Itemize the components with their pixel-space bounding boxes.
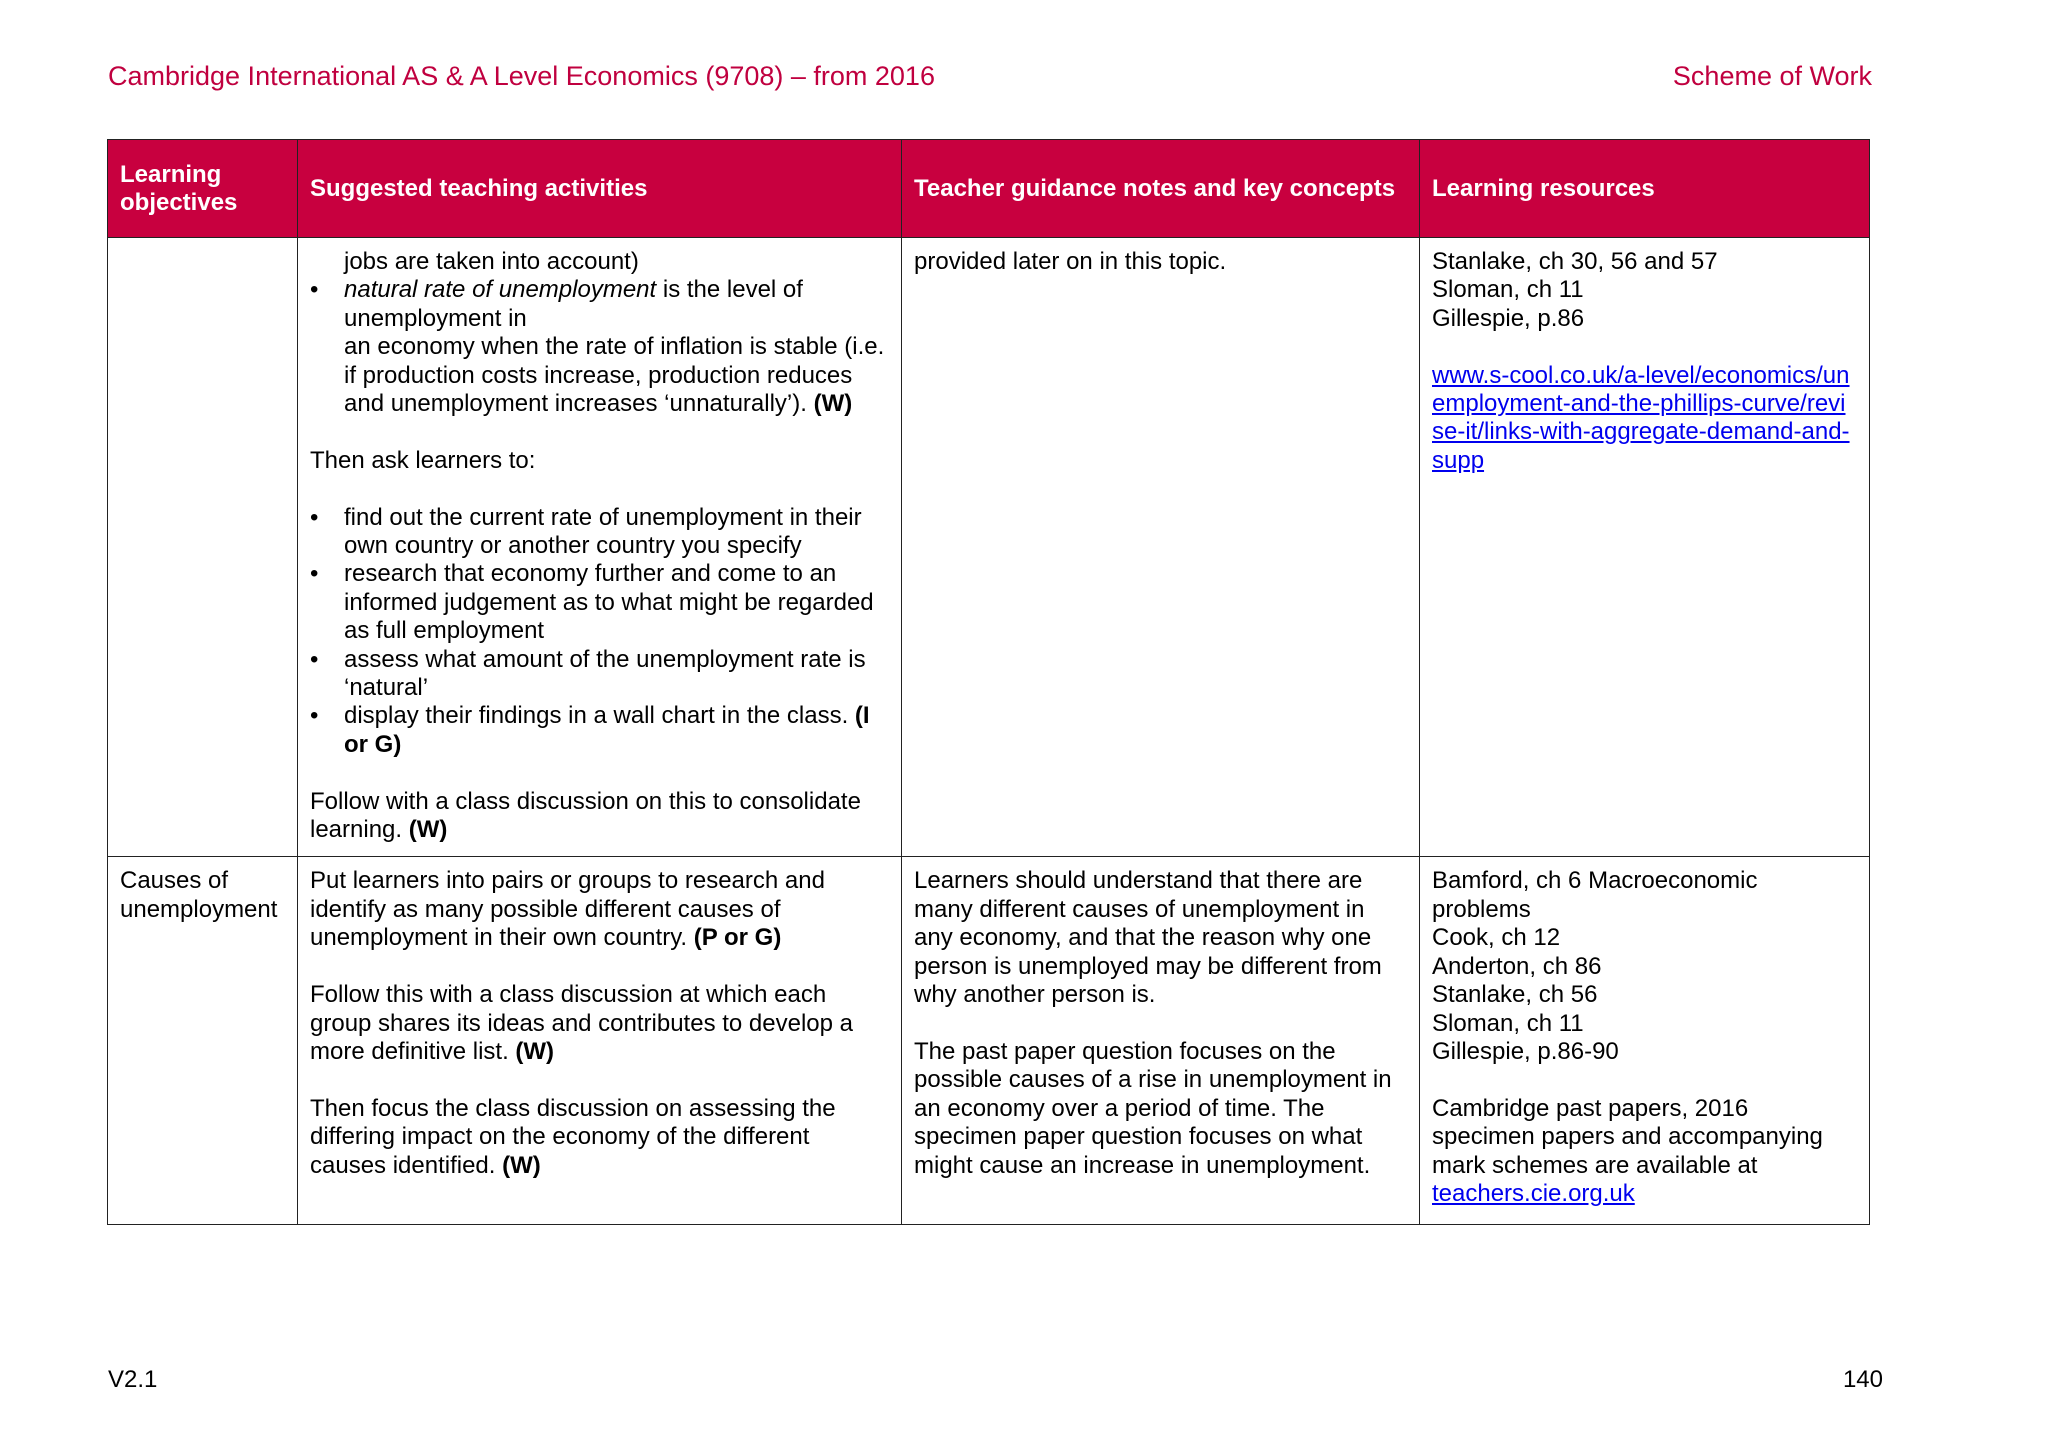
page-number: 140 xyxy=(1842,1366,1883,1393)
table-row xyxy=(108,857,1870,1225)
activity-paragraph xyxy=(310,981,889,1066)
task-list xyxy=(310,504,889,760)
document-subtitle: Scheme of Work xyxy=(1672,61,1872,91)
list-item-text: research that economy further and come to an informed judgement as to what might be regarded as full employment xyxy=(344,560,874,645)
version-label: V2.1 xyxy=(108,1366,158,1393)
table-header-row xyxy=(108,140,1870,238)
list-item xyxy=(310,646,889,703)
activity-paragraph xyxy=(310,867,889,952)
paragraph-text: Put learners into pairs or groups to research and identify as many possible different causes of unemployment in their own country. xyxy=(310,867,825,952)
activities-cell xyxy=(298,857,902,1225)
teachers-cie-link[interactable]: teachers.cie.org.uk xyxy=(1432,1179,1635,1207)
activity-tag: (W) xyxy=(502,1151,541,1179)
resource-line: Sloman, ch 11 xyxy=(1432,276,1584,304)
activities-cell xyxy=(298,238,902,857)
activity-paragraph xyxy=(310,1095,889,1180)
continued-text: jobs are taken into account) xyxy=(344,248,639,275)
header-teaching-activities: Suggested teaching activities xyxy=(298,140,902,238)
resource-line: Sloman, ch 11 xyxy=(1432,1009,1584,1037)
activity-tag: (W) xyxy=(515,1037,555,1065)
list-item-text: is the level of unemployment in xyxy=(344,276,803,332)
list-item xyxy=(310,248,889,276)
resource-line: Stanlake, ch 30, 56 and 57 xyxy=(1432,248,1718,275)
header-learning-objectives: Learning objectives xyxy=(108,140,298,238)
list-item-text: assess what amount of the unemployment rate is ‘natural’ xyxy=(344,645,866,702)
resource-line: Stanlake, ch 56 xyxy=(1432,981,1598,1009)
paragraph-text: Follow this with a class discussion at which each group shares its ideas and contributes to develop a more definitive list. xyxy=(310,981,854,1065)
instruction-text: Then ask learners to: xyxy=(310,446,536,474)
header-guidance-notes: Teacher guidance notes and key concepts xyxy=(902,140,1420,238)
paragraph-text: Then focus the class discussion on assessing the differing impact on the economy of the different causes identified. xyxy=(310,1094,836,1179)
table-row xyxy=(108,238,1870,857)
activity-tag: (W) xyxy=(813,390,853,418)
list-item-text: an economy when the rate of inflation is stable (i.e. if production costs increase, production reduces and unemployment increases ‘unnaturally’). xyxy=(344,333,885,418)
activity-list xyxy=(310,248,889,418)
resource-line: Bamford, ch 6 Macroeconomic problems xyxy=(1432,867,1758,923)
list-item xyxy=(310,276,889,418)
activity-tag: (I or G) xyxy=(344,702,870,758)
guidance-text: provided later on in this topic. xyxy=(914,248,1227,275)
resource-line: Gillespie, p.86 xyxy=(1432,304,1585,332)
guidance-paragraph: The past paper question focuses on the possible causes of a rise in unemployment in an economy over a period of time. The specimen paper question focuses on what might cause an increase in unemployment. xyxy=(914,1037,1392,1179)
resources-cell xyxy=(1420,238,1870,857)
s-cool-link[interactable]: www.s-cool.co.uk/a-level/economics/unemployment-and-the-phillips-curve/revise-it/links-with-aggregate-demand-and-supp xyxy=(1432,361,1850,474)
resource-line: Anderton, ch 86 xyxy=(1432,952,1602,980)
follow-up-text xyxy=(310,788,889,845)
list-item xyxy=(310,702,889,759)
list-item xyxy=(310,560,889,645)
header-learning-resources: Learning resources xyxy=(1420,140,1870,238)
guidance-cell xyxy=(902,238,1420,857)
key-term: natural rate of unemployment xyxy=(344,276,657,304)
list-item-text: find out the current rate of unemployment in their own country or another country you specify xyxy=(344,503,862,560)
resource-line: Gillespie, p.86-90 xyxy=(1432,1037,1619,1065)
objective-cell xyxy=(108,238,298,857)
document-title: Cambridge International AS & A Level Economics (9708) – from 2016 xyxy=(108,61,935,91)
guidance-cell xyxy=(902,857,1420,1225)
list-item-text: display their findings in a wall chart in the class. xyxy=(344,702,855,730)
scheme-of-work-table xyxy=(107,139,1870,1225)
objective-cell: Causes of unemployment xyxy=(108,857,298,1225)
past-papers-text: Cambridge past papers, 2016 specimen papers and accompanying mark schemes are available at xyxy=(1432,1094,1823,1179)
resources-cell xyxy=(1420,857,1870,1225)
activity-tag: (W) xyxy=(408,816,448,844)
resource-line: Cook, ch 12 xyxy=(1432,924,1561,952)
activity-tag: (P or G) xyxy=(693,924,782,952)
list-item xyxy=(310,504,889,561)
follow-up-body: Follow with a class discussion on this to consolidate learning. xyxy=(310,787,861,844)
guidance-paragraph: Learners should understand that there are many different causes of unemployment in any economy, and that the reason why one person is unemployed may be different from why another person is. xyxy=(914,867,1382,1009)
